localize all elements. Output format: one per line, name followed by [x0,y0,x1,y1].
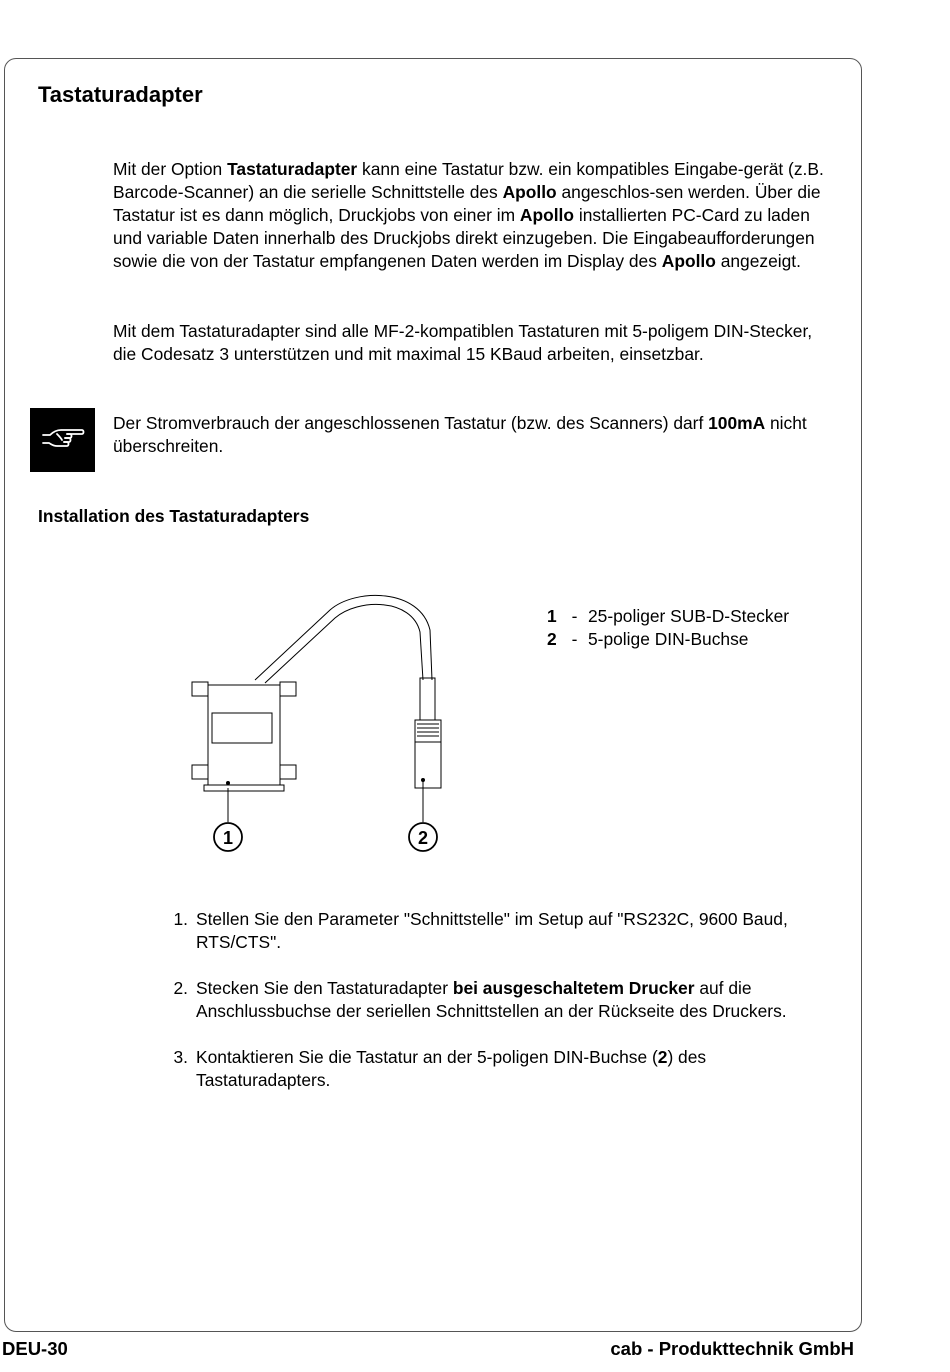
pointing-hand-icon [30,408,95,472]
legend-number: 1 [547,606,557,626]
step-number: 2. [173,978,188,998]
intro-bold-2: Apollo [502,182,557,202]
intro-paragraph [113,158,833,273]
legend-number: 2 [547,629,557,649]
legend-label: 5-polige DIN-Buchse [588,629,749,649]
step-text-part: Kontaktieren Sie die Tastatur an der 5-poligen DIN-Buchse ( [196,1047,658,1067]
callout-1: 1 [222,828,234,848]
intro-text-2: kann eine Tastatur bzw. ein kompatibles Eingabe-gerät (z.B. Barcode-Scanner) an die serielle Schnittstelle des [113,159,824,202]
step-item [150,1046,840,1092]
step-text-part: ) des Tastaturadapters. [196,1047,707,1090]
note-bold-value: 100mA [708,413,766,433]
adapter-figure [180,590,470,860]
legend-label: 25-poliger SUB-D-Stecker [588,606,790,626]
company-name: cab - Produkttechnik GmbH [610,1338,854,1359]
compatibility-paragraph: Mit dem Tastaturadapter sind alle MF-2-kompatiblen Tastaturen mit 5-poligem DIN-Stecker, die Codesatz 3 unterstützen und mit maximal 15 KBaud arbeiten, einsetzbar. [113,321,813,364]
intro-bold-1: Tastaturadapter [227,159,358,179]
step-item [150,977,840,1023]
page-title: Tastaturadapter [38,82,203,107]
intro-text-4: installierten PC-Card zu laden und variable Daten innerhalb des Druckjobs direkt einzugeben. Die Eingabeaufforderungen sowie die von der Tastatur empfangenen Daten werden im Display des [113,205,815,271]
note-text-2: nicht überschreiten. [113,413,807,456]
legend-item [547,628,789,651]
installation-heading: Installation des Tastaturadapters [38,506,310,526]
step-bold-part: 2 [657,1047,668,1067]
step-bold-part: bei ausgeschaltetem Drucker [452,978,695,998]
page-number: DEU-30 [2,1338,68,1359]
intro-text-3: angeschlos-sen werden. Über die Tastatur ist es dann möglich, Druckjobs von einer im [113,182,821,225]
step-text [188,908,840,954]
callout-2: 2 [417,828,429,848]
legend-item [547,605,789,628]
legend-dash: - [571,629,578,649]
step-text-part: auf die Anschlussbuchse der seriellen Schnittstellen an der Rückseite des Druckers. [196,978,787,1021]
intro-text-1: Mit der Option [113,159,228,179]
step-text-part: Stellen Sie den Parameter "Schnittstelle" im Setup auf "RS232C, 9600 Baud, RTS/CTS". [196,909,788,952]
power-note [113,412,833,458]
step-item [150,908,840,954]
step-text [188,977,840,1023]
legend-dash: - [571,606,578,626]
step-text-part: Stecken Sie den Tastaturadapter [196,978,453,998]
note-text-1: Der Stromverbrauch der angeschlossenen Tastatur (bzw. des Scanners) darf [113,413,709,433]
step-number: 1. [173,909,188,929]
step-text [188,1046,840,1092]
figure-legend [547,605,789,651]
installation-steps [150,908,840,1115]
intro-bold-4: Apollo [661,251,716,271]
intro-bold-3: Apollo [519,205,575,225]
intro-text-5: angezeigt. [715,251,801,271]
step-number: 3. [173,1047,188,1067]
